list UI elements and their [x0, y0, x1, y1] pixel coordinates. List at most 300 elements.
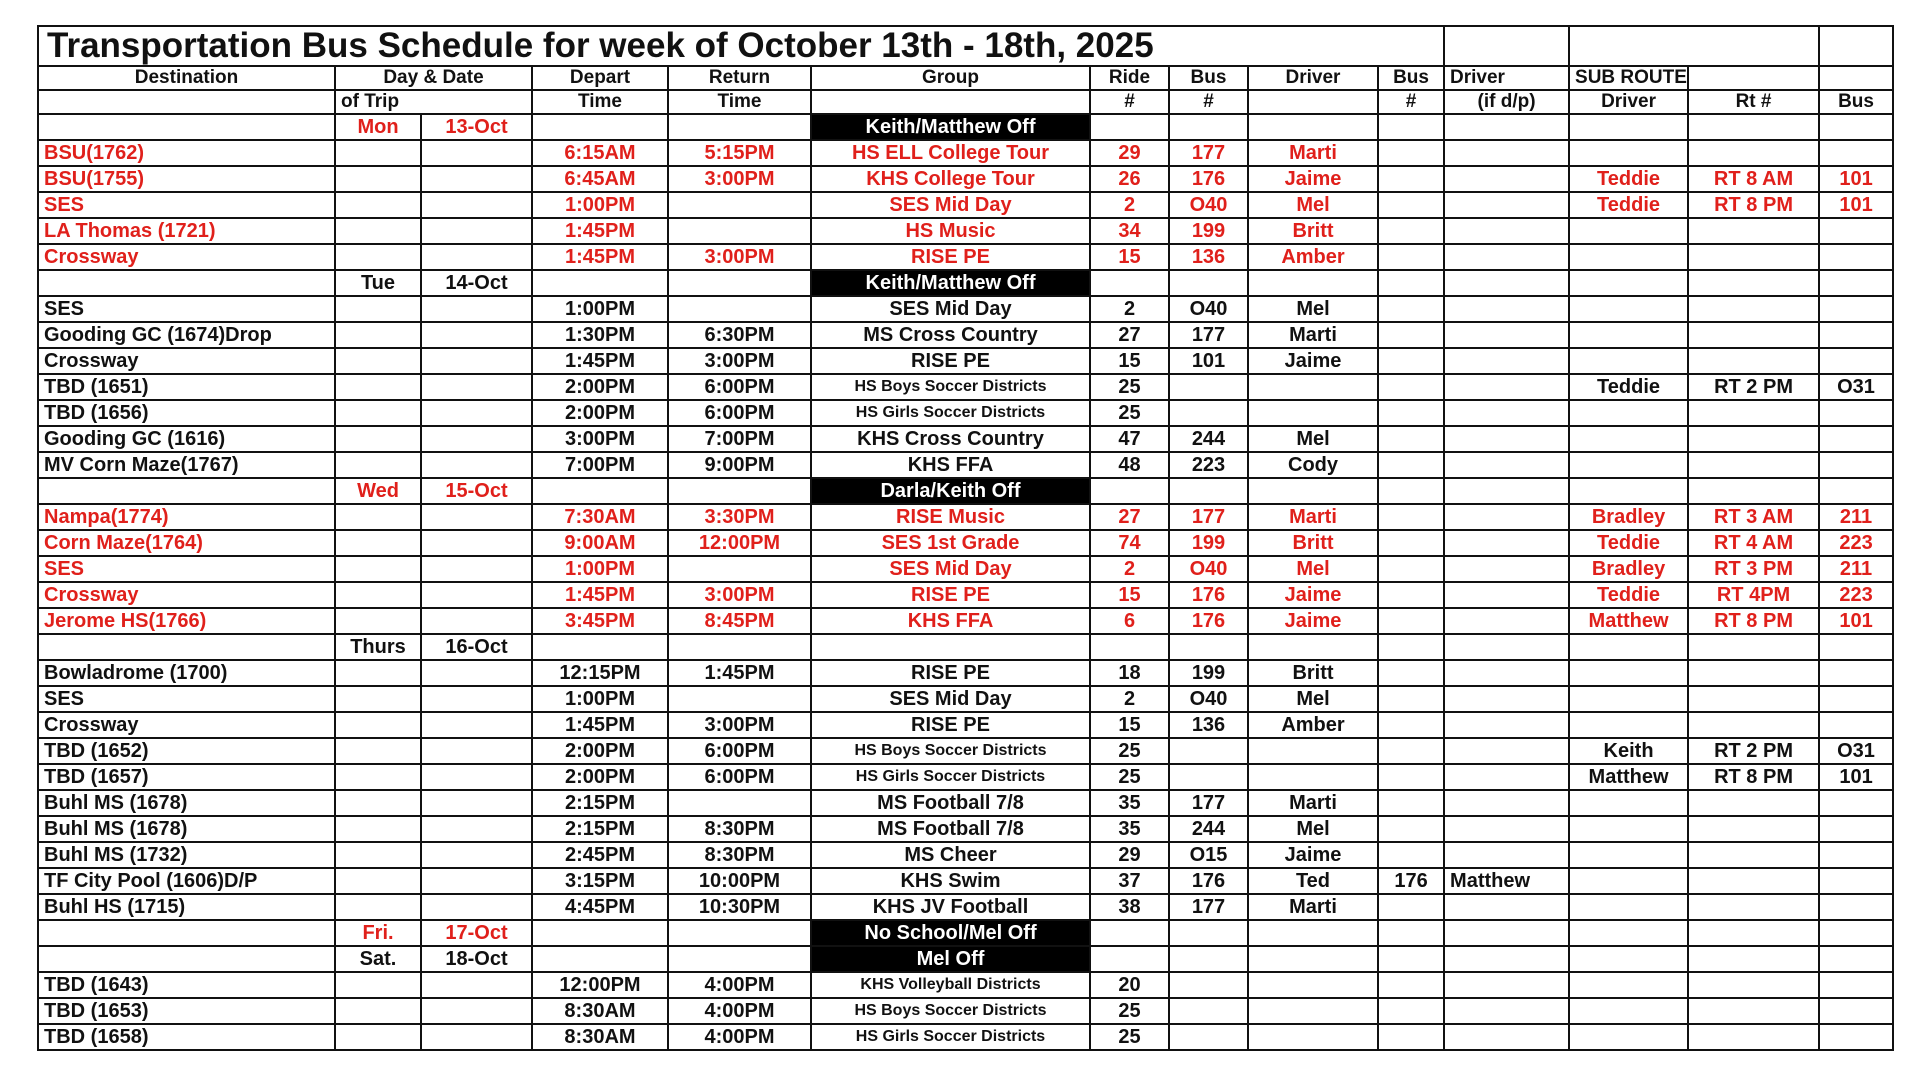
dp-bus-cell — [1378, 660, 1444, 686]
sub-bus-cell — [1819, 894, 1893, 920]
empty-cell — [1688, 478, 1819, 504]
bus-cell — [1169, 1024, 1248, 1050]
dp-driver-cell — [1444, 140, 1569, 166]
destination-cell: Jerome HS(1766) — [38, 608, 335, 634]
destination-cell — [38, 920, 335, 946]
dp-driver-cell — [1444, 452, 1569, 478]
empty-cell — [1248, 114, 1378, 140]
depart-cell: 1:00PM — [532, 192, 668, 218]
date-cell — [421, 504, 532, 530]
title-filler-cell — [1444, 26, 1569, 66]
day-cell — [335, 530, 421, 556]
day-cell — [335, 842, 421, 868]
driver-cell — [1248, 738, 1378, 764]
empty-cell — [1819, 478, 1893, 504]
sub-driver-cell — [1569, 1024, 1688, 1050]
day-label: Tue — [335, 270, 421, 296]
bus-cell — [1169, 400, 1248, 426]
depart-cell: 7:00PM — [532, 452, 668, 478]
driver-cell — [1248, 764, 1378, 790]
bus-cell: 199 — [1169, 218, 1248, 244]
bus-cell: 244 — [1169, 816, 1248, 842]
destination-cell: TBD (1652) — [38, 738, 335, 764]
empty-cell — [1444, 946, 1569, 972]
day-cell — [335, 166, 421, 192]
bus-cell: 177 — [1169, 790, 1248, 816]
dp-driver-cell — [1444, 660, 1569, 686]
dp-driver-cell — [1444, 296, 1569, 322]
depart-cell: 1:45PM — [532, 712, 668, 738]
depart-cell: 6:15AM — [532, 140, 668, 166]
dp-bus-cell — [1378, 452, 1444, 478]
trip-row — [38, 166, 1893, 192]
sub-driver-cell: Teddie — [1569, 374, 1688, 400]
empty-cell — [1169, 270, 1248, 296]
ride-cell: 35 — [1090, 790, 1169, 816]
date-cell — [421, 322, 532, 348]
dp-driver-cell — [1444, 582, 1569, 608]
date-cell — [421, 660, 532, 686]
depart-cell: 1:00PM — [532, 296, 668, 322]
sub-rt-cell — [1688, 972, 1819, 998]
empty-cell — [1819, 920, 1893, 946]
destination-cell: Gooding GC (1674)Drop — [38, 322, 335, 348]
return-cell: 6:00PM — [668, 400, 811, 426]
group-cell: HS Girls Soccer Districts — [811, 764, 1090, 790]
destination-cell: TBD (1656) — [38, 400, 335, 426]
return-cell: 12:00PM — [668, 530, 811, 556]
bus-cell: 136 — [1169, 244, 1248, 270]
depart-cell: 2:45PM — [532, 842, 668, 868]
day-cell — [335, 556, 421, 582]
destination-cell: SES — [38, 686, 335, 712]
dp-bus-cell — [1378, 790, 1444, 816]
dp-driver-cell — [1444, 322, 1569, 348]
sub-bus-cell: 223 — [1819, 530, 1893, 556]
dp-driver-cell — [1444, 192, 1569, 218]
return-cell: 3:30PM — [668, 504, 811, 530]
dp-bus-cell — [1378, 322, 1444, 348]
date-cell — [421, 348, 532, 374]
bus-cell: O15 — [1169, 842, 1248, 868]
trip-row — [38, 140, 1893, 166]
sub-driver-cell: Teddie — [1569, 192, 1688, 218]
schedule-title: Transportation Bus Schedule for week of October 13th - 18th, 2025 — [38, 26, 1444, 66]
empty-cell — [1688, 114, 1819, 140]
col-header-ride-number: # — [1090, 90, 1169, 114]
return-cell: 6:00PM — [668, 374, 811, 400]
bus-cell: O40 — [1169, 296, 1248, 322]
depart-cell: 1:45PM — [532, 218, 668, 244]
dp-bus-cell — [1378, 972, 1444, 998]
empty-cell — [1090, 270, 1169, 296]
day-cell — [335, 790, 421, 816]
ride-cell: 27 — [1090, 322, 1169, 348]
trip-row — [38, 504, 1893, 530]
depart-cell: 7:30AM — [532, 504, 668, 530]
empty-cell — [1090, 920, 1169, 946]
sub-driver-cell — [1569, 452, 1688, 478]
empty-cell — [1169, 478, 1248, 504]
empty-cell — [1444, 634, 1569, 660]
ride-cell: 15 — [1090, 712, 1169, 738]
ride-cell: 25 — [1090, 998, 1169, 1024]
dp-driver-cell — [1444, 504, 1569, 530]
driver-cell: Jaime — [1248, 842, 1378, 868]
bus-cell: 177 — [1169, 140, 1248, 166]
destination-cell: TBD (1657) — [38, 764, 335, 790]
destination-cell: LA Thomas (1721) — [38, 218, 335, 244]
group-cell: RISE PE — [811, 582, 1090, 608]
day-label: Mon — [335, 114, 421, 140]
date-cell — [421, 244, 532, 270]
date-cell — [421, 140, 532, 166]
trip-row — [38, 452, 1893, 478]
bus-cell: 176 — [1169, 166, 1248, 192]
bus-schedule-table — [37, 25, 1894, 1051]
ride-cell: 37 — [1090, 868, 1169, 894]
destination-cell: Buhl MS (1678) — [38, 790, 335, 816]
day-cell — [335, 998, 421, 1024]
dp-bus-cell — [1378, 192, 1444, 218]
group-cell: SES Mid Day — [811, 192, 1090, 218]
dp-driver-cell — [1444, 244, 1569, 270]
depart-cell: 2:15PM — [532, 816, 668, 842]
group-cell — [811, 634, 1090, 660]
ride-cell: 25 — [1090, 764, 1169, 790]
ride-cell: 35 — [1090, 816, 1169, 842]
sub-rt-cell — [1688, 790, 1819, 816]
empty-cell — [1569, 270, 1688, 296]
sub-driver-cell — [1569, 790, 1688, 816]
col-header-depart-time: Time — [532, 90, 668, 114]
empty-cell — [1090, 114, 1169, 140]
dp-bus-cell: 176 — [1378, 868, 1444, 894]
date-cell — [421, 426, 532, 452]
sub-rt-cell — [1688, 452, 1819, 478]
date-cell — [421, 530, 532, 556]
header-row-2 — [38, 90, 1893, 114]
empty-cell — [1688, 634, 1819, 660]
day-cell — [335, 686, 421, 712]
col-header-if-dp: (if d/p) — [1444, 90, 1569, 114]
driver-cell — [1248, 374, 1378, 400]
day-label: Thurs — [335, 634, 421, 660]
empty-cell — [1569, 114, 1688, 140]
return-cell: 8:45PM — [668, 608, 811, 634]
sub-driver-cell — [1569, 322, 1688, 348]
bus-cell — [1169, 738, 1248, 764]
sub-driver-cell: Teddie — [1569, 530, 1688, 556]
return-cell: 6:30PM — [668, 322, 811, 348]
depart-cell: 4:45PM — [532, 894, 668, 920]
sub-rt-cell — [1688, 296, 1819, 322]
col-header-of-trip: of Trip — [335, 90, 532, 114]
driver-cell: Marti — [1248, 140, 1378, 166]
ride-cell: 6 — [1090, 608, 1169, 634]
day-cell — [335, 504, 421, 530]
destination-cell: SES — [38, 192, 335, 218]
empty-cell — [1444, 270, 1569, 296]
schedule-sheet — [37, 25, 1892, 1051]
driver-cell: Jaime — [1248, 608, 1378, 634]
sub-rt-cell: RT 3 AM — [1688, 504, 1819, 530]
header-row-1 — [38, 66, 1893, 90]
return-cell: 10:30PM — [668, 894, 811, 920]
ride-cell: 2 — [1090, 686, 1169, 712]
return-cell: 3:00PM — [668, 582, 811, 608]
driver-cell: Mel — [1248, 426, 1378, 452]
sub-bus-cell — [1819, 972, 1893, 998]
bus-cell: 101 — [1169, 348, 1248, 374]
ride-cell: 20 — [1090, 972, 1169, 998]
title-row — [38, 26, 1893, 66]
destination-cell: BSU(1755) — [38, 166, 335, 192]
day-cell — [335, 868, 421, 894]
day-cell — [335, 192, 421, 218]
dp-driver-cell — [1444, 816, 1569, 842]
depart-cell — [532, 478, 668, 504]
sub-bus-cell — [1819, 842, 1893, 868]
group-cell: KHS Cross Country — [811, 426, 1090, 452]
group-cell: KHS College Tour — [811, 166, 1090, 192]
sub-driver-cell — [1569, 868, 1688, 894]
date-cell — [421, 1024, 532, 1050]
sub-rt-cell: RT 2 PM — [1688, 374, 1819, 400]
trip-row — [38, 192, 1893, 218]
group-cell: MS Football 7/8 — [811, 790, 1090, 816]
bus-cell: 177 — [1169, 504, 1248, 530]
sub-bus-cell — [1819, 348, 1893, 374]
col-header-sub-route: SUB ROUTE — [1569, 66, 1688, 90]
ride-cell: 48 — [1090, 452, 1169, 478]
driver-cell: Mel — [1248, 686, 1378, 712]
destination-cell: Buhl HS (1715) — [38, 894, 335, 920]
col-header-ride: Ride — [1090, 66, 1169, 90]
depart-cell: 6:45AM — [532, 166, 668, 192]
col-header-driver: Driver — [1248, 66, 1378, 90]
day-cell — [335, 400, 421, 426]
sub-rt-cell — [1688, 140, 1819, 166]
group-cell: HS Boys Soccer Districts — [811, 998, 1090, 1024]
day-cell — [335, 348, 421, 374]
bus-cell — [1169, 998, 1248, 1024]
empty-cell — [1090, 946, 1169, 972]
date-cell — [421, 452, 532, 478]
col-header-dp-bus: Bus — [1378, 66, 1444, 90]
dp-bus-cell — [1378, 764, 1444, 790]
day-label: Sat. — [335, 946, 421, 972]
ride-cell: 26 — [1090, 166, 1169, 192]
return-cell — [668, 946, 811, 972]
destination-cell — [38, 946, 335, 972]
sub-rt-cell: RT 8 PM — [1688, 192, 1819, 218]
trip-row — [38, 842, 1893, 868]
group-cell: RISE PE — [811, 660, 1090, 686]
destination-cell: Gooding GC (1616) — [38, 426, 335, 452]
empty-cell — [1248, 270, 1378, 296]
dp-bus-cell — [1378, 686, 1444, 712]
empty-cell — [1444, 478, 1569, 504]
sub-bus-cell: O31 — [1819, 738, 1893, 764]
driver-cell: Britt — [1248, 530, 1378, 556]
ride-cell: 15 — [1090, 582, 1169, 608]
ride-cell: 15 — [1090, 348, 1169, 374]
sub-driver-cell — [1569, 894, 1688, 920]
driver-cell: Ted — [1248, 868, 1378, 894]
day-cell — [335, 582, 421, 608]
destination-cell: Buhl MS (1678) — [38, 816, 335, 842]
destination-cell — [38, 478, 335, 504]
trip-row — [38, 374, 1893, 400]
col-header-sub-rt: Rt # — [1688, 90, 1819, 114]
depart-cell: 12:00PM — [532, 972, 668, 998]
trip-row — [38, 1024, 1893, 1050]
driver-cell: Mel — [1248, 816, 1378, 842]
trip-row — [38, 972, 1893, 998]
sub-driver-cell — [1569, 218, 1688, 244]
destination-cell — [38, 634, 335, 660]
group-cell: RISE Music — [811, 504, 1090, 530]
sub-rt-cell: RT 8 AM — [1688, 166, 1819, 192]
driver-cell — [1248, 998, 1378, 1024]
driver-cell — [1248, 1024, 1378, 1050]
depart-cell: 3:00PM — [532, 426, 668, 452]
sub-driver-cell: Bradley — [1569, 504, 1688, 530]
driver-cell: Mel — [1248, 296, 1378, 322]
day-cell — [335, 660, 421, 686]
date-label: 16-Oct — [421, 634, 532, 660]
day-header-row-thu — [38, 634, 1893, 660]
trip-row — [38, 686, 1893, 712]
trip-row — [38, 894, 1893, 920]
empty-cell — [1819, 946, 1893, 972]
day-cell — [335, 608, 421, 634]
depart-cell: 1:45PM — [532, 244, 668, 270]
ride-cell: 25 — [1090, 738, 1169, 764]
sub-driver-cell — [1569, 816, 1688, 842]
trip-row — [38, 712, 1893, 738]
empty-cell — [1169, 634, 1248, 660]
group-cell: HS Music — [811, 218, 1090, 244]
destination-cell: Crossway — [38, 244, 335, 270]
col-header-day-date: Day & Date — [335, 66, 532, 90]
return-cell — [668, 686, 811, 712]
sub-rt-cell — [1688, 348, 1819, 374]
trip-row — [38, 218, 1893, 244]
dp-driver-cell — [1444, 400, 1569, 426]
col-header-return-time: Time — [668, 90, 811, 114]
driver-cell: Jaime — [1248, 166, 1378, 192]
group-cell: MS Cheer — [811, 842, 1090, 868]
empty-cell — [1444, 114, 1569, 140]
return-cell: 3:00PM — [668, 244, 811, 270]
sub-driver-cell — [1569, 140, 1688, 166]
empty-cell — [1688, 920, 1819, 946]
dp-driver-cell — [1444, 556, 1569, 582]
driver-cell: Marti — [1248, 322, 1378, 348]
date-label: 17-Oct — [421, 920, 532, 946]
day-cell — [335, 140, 421, 166]
sub-driver-cell — [1569, 348, 1688, 374]
day-cell — [335, 218, 421, 244]
bus-cell: 176 — [1169, 608, 1248, 634]
ride-cell: 2 — [1090, 556, 1169, 582]
destination-cell: SES — [38, 296, 335, 322]
return-cell: 3:00PM — [668, 712, 811, 738]
sub-bus-cell: 101 — [1819, 608, 1893, 634]
date-cell — [421, 790, 532, 816]
sub-bus-cell: 101 — [1819, 192, 1893, 218]
depart-cell — [532, 634, 668, 660]
destination-cell: TBD (1653) — [38, 998, 335, 1024]
sub-bus-cell — [1819, 816, 1893, 842]
sub-driver-cell: Teddie — [1569, 166, 1688, 192]
destination-cell: Crossway — [38, 712, 335, 738]
dp-driver-cell — [1444, 998, 1569, 1024]
date-cell — [421, 868, 532, 894]
group-cell: HS Girls Soccer Districts — [811, 400, 1090, 426]
group-cell: KHS Swim — [811, 868, 1090, 894]
return-cell: 7:00PM — [668, 426, 811, 452]
sub-driver-cell — [1569, 244, 1688, 270]
empty-cell — [1378, 634, 1444, 660]
bus-cell: 199 — [1169, 660, 1248, 686]
bus-cell: 176 — [1169, 868, 1248, 894]
date-cell — [421, 764, 532, 790]
group-cell: RISE PE — [811, 712, 1090, 738]
date-cell — [421, 192, 532, 218]
return-cell: 8:30PM — [668, 842, 811, 868]
sub-rt-cell — [1688, 426, 1819, 452]
header-blank — [1688, 66, 1819, 90]
sub-rt-cell — [1688, 400, 1819, 426]
trip-row — [38, 322, 1893, 348]
title-filler-cell — [1819, 26, 1893, 66]
sub-rt-cell — [1688, 686, 1819, 712]
destination-cell: BSU(1762) — [38, 140, 335, 166]
trip-row — [38, 998, 1893, 1024]
trip-row — [38, 816, 1893, 842]
dp-bus-cell — [1378, 842, 1444, 868]
dp-bus-cell — [1378, 426, 1444, 452]
sub-rt-cell — [1688, 868, 1819, 894]
bus-cell: O40 — [1169, 192, 1248, 218]
group-cell: SES Mid Day — [811, 556, 1090, 582]
sub-driver-cell: Keith — [1569, 738, 1688, 764]
header-blank — [1819, 66, 1893, 90]
date-label: 18-Oct — [421, 946, 532, 972]
destination-cell: Crossway — [38, 348, 335, 374]
return-cell — [668, 296, 811, 322]
bus-cell: O40 — [1169, 556, 1248, 582]
sub-bus-cell: 211 — [1819, 504, 1893, 530]
trip-row — [38, 426, 1893, 452]
sub-bus-cell — [1819, 868, 1893, 894]
destination-cell: TBD (1643) — [38, 972, 335, 998]
day-header-row-wed — [38, 478, 1893, 504]
empty-cell — [1378, 114, 1444, 140]
empty-cell — [1569, 920, 1688, 946]
dp-driver-cell — [1444, 348, 1569, 374]
driver-cell: Marti — [1248, 504, 1378, 530]
ride-cell: 34 — [1090, 218, 1169, 244]
group-cell: MS Cross Country — [811, 322, 1090, 348]
sub-driver-cell — [1569, 686, 1688, 712]
return-cell — [668, 114, 811, 140]
empty-cell — [1248, 920, 1378, 946]
dp-driver-cell: Matthew — [1444, 868, 1569, 894]
